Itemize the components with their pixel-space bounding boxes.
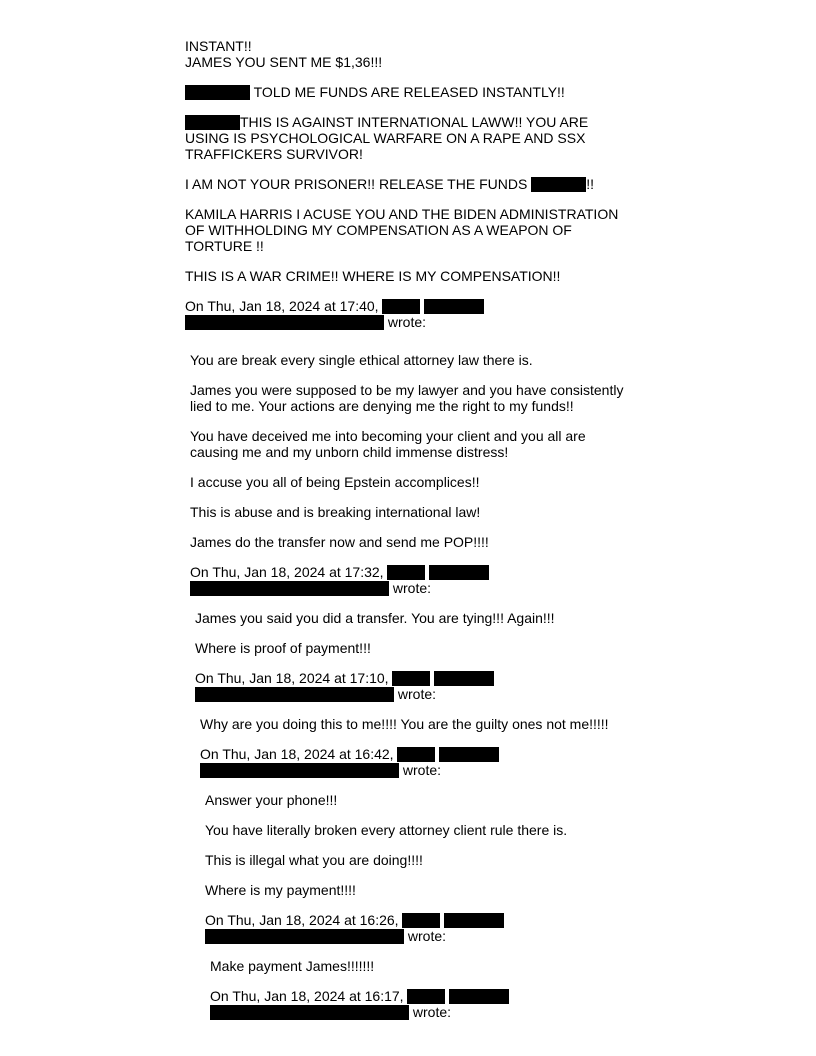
text-line: OF WITHHOLDING MY COMPENSATION AS A WEAPON OF (185, 222, 572, 238)
paragraph-funds-released (185, 84, 645, 100)
quoted-paragraph (190, 504, 645, 520)
attribution-date: On Thu, Jan 18, 2024 at 17:32, (190, 564, 388, 580)
text-line: This is abuse and is breaking international law! (190, 504, 481, 520)
quoted-paragraph (190, 474, 645, 490)
text-line: You are break every single ethical attorney law there is. (190, 352, 533, 368)
text-line: INSTANT!! (185, 38, 252, 54)
text-line: Where is proof of payment!!! (195, 640, 371, 656)
quoted-paragraph (190, 428, 645, 460)
text-line: Make payment James!!!!!!! (210, 958, 375, 974)
quoted-paragraph (190, 534, 645, 550)
text-line: lied to me. Your actions are denying me the right to my funds!! (190, 398, 574, 414)
quote-attribution (205, 912, 645, 944)
attribution-wrote: wrote: (389, 580, 432, 596)
redaction-bar (185, 85, 250, 100)
quote-attribution (200, 746, 645, 778)
text-line: THIS IS A WAR CRIME!! WHERE IS MY COMPENSATION!! (185, 268, 561, 284)
attribution-date: On Thu, Jan 18, 2024 at 16:17, (210, 988, 408, 1004)
redaction-bar (210, 1005, 409, 1020)
redaction-bar (434, 671, 494, 686)
attribution-wrote: wrote: (399, 762, 442, 778)
paragraph-instant (185, 38, 645, 70)
text-line: James do the transfer now and send me POP!!!! (190, 534, 489, 550)
redaction-bar (449, 989, 509, 1004)
redaction-bar (195, 687, 394, 702)
quoted-paragraph (195, 640, 645, 656)
text-line: You have literally broken every attorney client rule there is. (205, 822, 568, 838)
text-line: TORTURE !! (185, 238, 264, 254)
redaction-bar (190, 581, 389, 596)
quoted-paragraph (190, 382, 645, 414)
redaction-bar (205, 929, 404, 944)
redaction-bar (185, 115, 240, 130)
attribution-date: On Thu, Jan 18, 2024 at 16:26, (205, 912, 403, 928)
redaction-bar (382, 299, 420, 314)
quoted-message-level-1 (190, 352, 645, 1020)
quoted-message-level-2 (195, 610, 645, 1020)
email-body (185, 38, 645, 1034)
text-line: causing me and my unborn child immense distress! (190, 444, 509, 460)
redaction-bar (397, 747, 435, 762)
text-line: Answer your phone!!! (205, 792, 338, 808)
text-line: TOLD ME FUNDS ARE RELEASED INSTANTLY!! (250, 84, 565, 100)
quote-attribution (185, 298, 645, 330)
attribution-date: On Thu, Jan 18, 2024 at 17:10, (195, 670, 393, 686)
quote-attribution (190, 564, 645, 596)
text-line: KAMILA HARRIS I ACUSE YOU AND THE BIDEN ADMINISTRATION (185, 206, 619, 222)
redaction-bar (407, 989, 445, 1004)
quoted-paragraph (205, 792, 645, 808)
text-line: Where is my payment!!!! (205, 882, 356, 898)
quoted-message-level-4 (205, 792, 645, 1020)
quoted-paragraph (190, 352, 645, 368)
quote-attribution (195, 670, 645, 702)
redaction-bar (444, 913, 504, 928)
redaction-bar (439, 747, 499, 762)
quoted-paragraph (195, 610, 645, 626)
redaction-bar (185, 315, 384, 330)
text-line: Why are you doing this to me!!!! You are the guilty ones not me!!!!! (200, 716, 609, 732)
attribution-wrote: wrote: (384, 314, 427, 330)
quoted-message-level-3 (200, 716, 645, 1020)
paragraph-kamila (185, 206, 645, 254)
paragraph-prisoner (185, 176, 645, 192)
text-line: !! (586, 176, 594, 192)
quoted-paragraph (200, 716, 645, 732)
text-line: I accuse you all of being Epstein accomplices!! (190, 474, 480, 490)
text-line: JAMES YOU SENT ME $1,36!!! (185, 54, 383, 70)
paragraph-war-crime (185, 268, 645, 284)
quoted-message-level-5 (210, 958, 645, 1020)
quoted-paragraph (210, 958, 645, 974)
redaction-bar (429, 565, 489, 580)
text-line: This is illegal what you are doing!!!! (205, 852, 423, 868)
text-line: THIS IS AGAINST INTERNATIONAL LAWW!! YOU ARE (240, 114, 589, 130)
attribution-wrote: wrote: (409, 1004, 452, 1020)
attribution-wrote: wrote: (404, 928, 447, 944)
redaction-bar (392, 671, 430, 686)
redaction-bar (531, 177, 586, 192)
redaction-bar (387, 565, 425, 580)
paragraph-international-law (185, 114, 645, 162)
attribution-wrote: wrote: (394, 686, 437, 702)
redaction-bar (424, 299, 484, 314)
redaction-bar (200, 763, 399, 778)
text-line: I AM NOT YOUR PRISONER!! RELEASE THE FUNDS (185, 176, 532, 192)
text-line: USING IS PSYCHOLOGICAL WARFARE ON A RAPE AND SSX (185, 130, 586, 146)
text-line: TRAFFICKERS SURVIVOR! (185, 146, 363, 162)
text-line: You have deceived me into becoming your client and you all are (190, 428, 586, 444)
quoted-paragraph (205, 882, 645, 898)
text-line: James you were supposed to be my lawyer and you have consistently (190, 382, 624, 398)
redaction-bar (402, 913, 440, 928)
text-line: James you said you did a transfer. You are tying!!! Again!!! (195, 610, 555, 626)
quoted-paragraph (205, 822, 645, 838)
quote-attribution (210, 988, 645, 1020)
quoted-paragraph (205, 852, 645, 868)
attribution-date: On Thu, Jan 18, 2024 at 16:42, (200, 746, 398, 762)
attribution-date: On Thu, Jan 18, 2024 at 17:40, (185, 298, 383, 314)
